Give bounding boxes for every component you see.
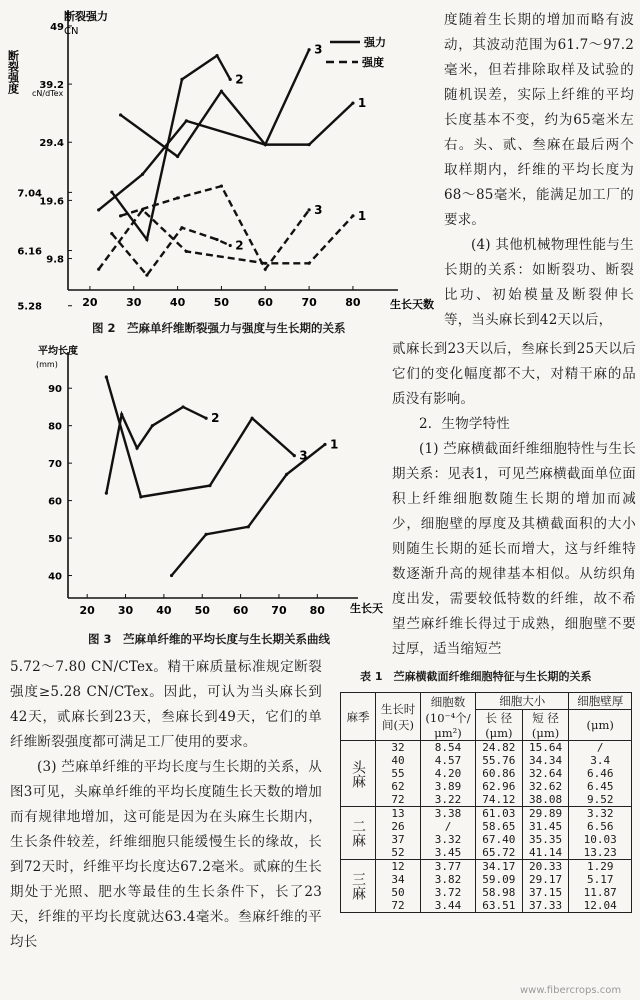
x-tick-label: 60 <box>232 604 249 617</box>
season-cell: 三麻 <box>341 860 376 913</box>
figure-2 <box>8 0 438 320</box>
fig2-ylabel-unit: CN <box>64 26 79 37</box>
y-tick-label: 6.16 <box>17 246 42 258</box>
x-tick-label: 50 <box>194 604 210 617</box>
series-line-3 <box>121 50 309 157</box>
section-heading-biology: 2．生物学特性 <box>419 416 510 432</box>
fig2-lines <box>97 43 366 277</box>
th-long <box>476 710 523 741</box>
long-cell: 61.03 58.65 67.40 65.72 <box>476 807 523 860</box>
days-cell: 13 26 37 52 <box>376 807 421 860</box>
data-point <box>229 244 232 247</box>
data-point <box>351 101 354 104</box>
data-point <box>120 413 123 416</box>
right-paragraph-1: 度随着生长期的增加而略有波动，其波动范围为61.7～97.2毫米，但若排除取样及试验的随机误差，实际上纤维的平均长度基本不变，约为65毫米左右。头、贰、叁麻在最后两个取样期内，纤维的平均长度为68～85毫米，能满足加工厂的要求。 <box>444 12 634 228</box>
fig3-caption: 图 3 苎麻单纤维的平均长度与生长期关系曲线 <box>88 632 331 646</box>
data-point <box>97 268 100 271</box>
count-cell: 3.77 3.82 3.72 3.44 <box>421 860 476 913</box>
series-line-2 <box>106 407 206 493</box>
series-end-label: 1 <box>357 96 367 111</box>
th-size: 细胞大小 <box>476 693 569 710</box>
data-point <box>351 214 354 217</box>
table-1 <box>340 692 632 913</box>
y-tick-label: 19.6 <box>39 196 64 208</box>
data-point <box>97 208 100 211</box>
series-end-label: 3 <box>314 202 323 217</box>
th-long-unit: (μm) <box>485 726 513 740</box>
series-end-label: 1 <box>329 437 339 452</box>
fig3-xlabel: 生长天 <box>350 602 383 615</box>
y-tick-label: 50 <box>48 534 62 546</box>
fig3-ylabel: 平均长度 <box>38 346 78 357</box>
fig2-ylabel-left2: 断裂强度 <box>6 50 20 94</box>
y-tick-label: 39.2 <box>39 80 64 92</box>
left-paragraph-2: (3) 苎麻单纤维的平均长度与生长期的关系，从图3可见，头麻单纤维的平均长度随生长天数的增加而有规律地增加，这可能是因为在头麻生长期内，生长条件较差，纤维细胞只能缓慢生长的缘故，长到72天时，纤维平均长度达67.2毫米。贰麻的生长期处于光照、肥水等最佳的生长条件下，长了23天，纤维的平均长度就达63.4毫米。叁麻纤维的平均长 <box>10 759 322 950</box>
th-count: 细胞数(10⁻⁴个/μm²) <box>421 693 476 741</box>
long-cell: 24.82 55.76 60.86 62.96 74.12 <box>476 741 523 807</box>
data-point <box>307 208 310 211</box>
short-cell: 15.64 34.34 32.64 32.62 38.08 <box>522 741 569 807</box>
left-column-text <box>10 655 322 955</box>
series-line-2 <box>112 56 230 240</box>
wall-cell: / 3.4 6.46 6.45 9.52 <box>569 741 632 807</box>
long-cell: 34.17 59.09 58.98 63.51 <box>476 860 523 913</box>
data-point <box>110 190 113 193</box>
series-line-3 <box>106 377 294 497</box>
season-cell: 头麻 <box>341 741 376 807</box>
data-point <box>145 274 148 277</box>
data-point <box>185 250 188 253</box>
x-tick-label: 60 <box>257 296 273 309</box>
x-tick-label: 30 <box>126 296 142 309</box>
wall-cell: 3.32 6.56 10.03 13.23 <box>569 807 632 860</box>
x-tick-label: 80 <box>309 604 325 617</box>
data-point <box>141 173 144 176</box>
data-point <box>264 262 267 265</box>
right-column-text <box>444 8 634 333</box>
table-1-title: 表 1 苎麻横截面纤维细胞特征与生长期的关系 <box>360 670 592 683</box>
y-tick-label: 70 <box>48 459 62 471</box>
data-point <box>293 454 296 457</box>
th-wall: 细胞壁厚 <box>569 693 632 710</box>
x-tick-label: 30 <box>117 604 134 617</box>
data-point <box>170 574 173 577</box>
count-cell: 8.54 4.57 4.20 3.89 3.22 <box>421 741 476 807</box>
y-tick-label: 60 <box>48 496 62 508</box>
data-point <box>181 405 184 408</box>
figure-3 <box>8 340 388 630</box>
data-point <box>151 424 154 427</box>
fig2-caption: 图 2 苎麻单纤维断裂强力与强度与生长期的关系 <box>92 321 346 335</box>
table-row <box>341 807 632 860</box>
data-point <box>229 78 232 81</box>
x-tick-label: 40 <box>156 604 172 617</box>
x-tick-label: 20 <box>79 604 95 617</box>
y-tick-label: 80 <box>48 421 62 433</box>
data-point <box>215 238 218 241</box>
series-line-5 <box>112 228 230 275</box>
series-end-label: 3 <box>314 42 323 57</box>
th-season: 麻季 <box>341 693 376 741</box>
x-tick-label: 40 <box>169 296 186 309</box>
x-tick-label: 20 <box>82 296 98 309</box>
data-point <box>251 417 254 420</box>
short-cell: 20.33 29.17 37.15 37.33 <box>522 860 569 913</box>
y-tick-label: 90 <box>48 384 62 396</box>
y-tick-label: 7.04 <box>17 188 42 200</box>
y-tick-label: 49 <box>50 21 64 33</box>
fig3-axes <box>48 352 358 617</box>
fig2-ylabel: 断裂强力 <box>64 10 108 23</box>
th-wall-unit: (μm) <box>569 710 632 741</box>
data-point <box>307 143 310 146</box>
data-point <box>307 48 310 51</box>
data-point <box>220 185 223 188</box>
y-tick-label: 9.8 <box>46 254 64 266</box>
data-point <box>285 473 288 476</box>
data-point <box>247 525 250 528</box>
data-point <box>220 90 223 93</box>
data-point <box>215 54 218 57</box>
table-row <box>341 860 632 913</box>
fig2-xlabel: 生长天数 <box>390 298 434 311</box>
series-end-label: 2 <box>235 72 244 87</box>
watermark: www.fibercrops.com <box>520 985 622 996</box>
data-point <box>176 155 179 158</box>
right-wide-text <box>392 337 636 662</box>
data-point <box>105 492 108 495</box>
data-point <box>180 226 183 229</box>
series-end-label: 2 <box>211 411 220 426</box>
th-short-label: 短 径 <box>532 711 559 725</box>
x-tick-label: 70 <box>301 296 317 309</box>
series-end-label: 1 <box>357 208 367 223</box>
fig3-yunit: (mm) <box>36 360 58 369</box>
x-tick-label: 80 <box>345 296 361 309</box>
data-point <box>105 375 108 378</box>
x-tick-label: 50 <box>213 296 230 309</box>
th-short <box>522 710 569 741</box>
right-paragraph-2: (4) 其他机械物理性能与生长期的关系：如断裂功、断裂比功、初始模量及断裂伸长等，当头麻长到42天以后， <box>444 237 634 328</box>
data-point <box>185 119 188 122</box>
right-paragraph-3: 贰麻长到23天以后，叁麻长到25天以后它们的变化幅度都不大，对精干麻的品质没有影响。 <box>392 341 636 407</box>
y-tick-label: 29.4 <box>39 138 64 150</box>
fig2-legend-solid-label: 强力 <box>364 36 386 49</box>
data-point <box>145 238 148 241</box>
th-long-label: 长 径 <box>485 711 513 725</box>
data-point <box>307 262 310 265</box>
data-point <box>264 143 267 146</box>
days-cell: 32 40 55 62 72 <box>376 741 421 807</box>
data-point <box>264 268 267 271</box>
y-tick-label: 5.28 <box>17 301 42 313</box>
th-short-unit: (μm) <box>531 726 560 740</box>
fig3-lines <box>105 375 339 577</box>
right-paragraph-4: (1) 苎麻横截面纤维细胞特性与生长期关系：见表1，可见苎麻横截面单位面积上纤维细胞数随生长期的增加而减少，细胞壁的厚度及其横截面积的大小则随生长期的延长而增大，这与纤维特数逐渐升高的规律基本相似。从纺织角度出发，需要较低特数的纤维，故不希望苎麻纤维长得过于成熟，细胞壁不要过厚，适当缩短苎 <box>392 441 636 657</box>
fig2-ylabel-unit2: cN/dTex <box>32 89 64 98</box>
wall-cell: 1.29 5.17 11.87 12.04 <box>569 860 632 913</box>
data-point <box>135 447 138 450</box>
series-line-1 <box>172 444 325 575</box>
series-line-4 <box>99 210 353 269</box>
fig2-axes <box>17 10 398 313</box>
data-point <box>119 214 122 217</box>
x-tick-label: 70 <box>271 604 287 617</box>
left-paragraph-1: 5.72～7.80 CN/CTex。精干麻质量标准规定断裂强度≥5.28 CN/CTex。因此，可认为当头麻长到42天，贰麻长到23天，叁麻长到49天，它们的单纤维断裂强度都可满足工厂使用的要求。 <box>10 659 322 750</box>
days-cell: 12 34 50 72 <box>376 860 421 913</box>
count-cell: 3.38 / 3.32 3.45 <box>421 807 476 860</box>
data-point <box>119 113 122 116</box>
series-end-label: 3 <box>299 448 308 463</box>
data-point <box>204 533 207 536</box>
data-point <box>204 417 207 420</box>
data-point <box>208 484 211 487</box>
data-point <box>176 196 179 199</box>
series-end-label: 2 <box>235 238 244 253</box>
data-point <box>323 443 326 446</box>
table-row <box>341 741 632 807</box>
fig2-legend-dashed-label: 强度 <box>362 56 384 69</box>
data-point <box>180 78 183 81</box>
season-cell: 二麻 <box>341 807 376 860</box>
short-cell: 29.89 31.45 35.35 41.14 <box>522 807 569 860</box>
y-tick-label: 40 <box>48 571 62 583</box>
th-days: 生长时间(天) <box>376 693 421 741</box>
data-point <box>110 232 113 235</box>
data-point <box>139 495 142 498</box>
